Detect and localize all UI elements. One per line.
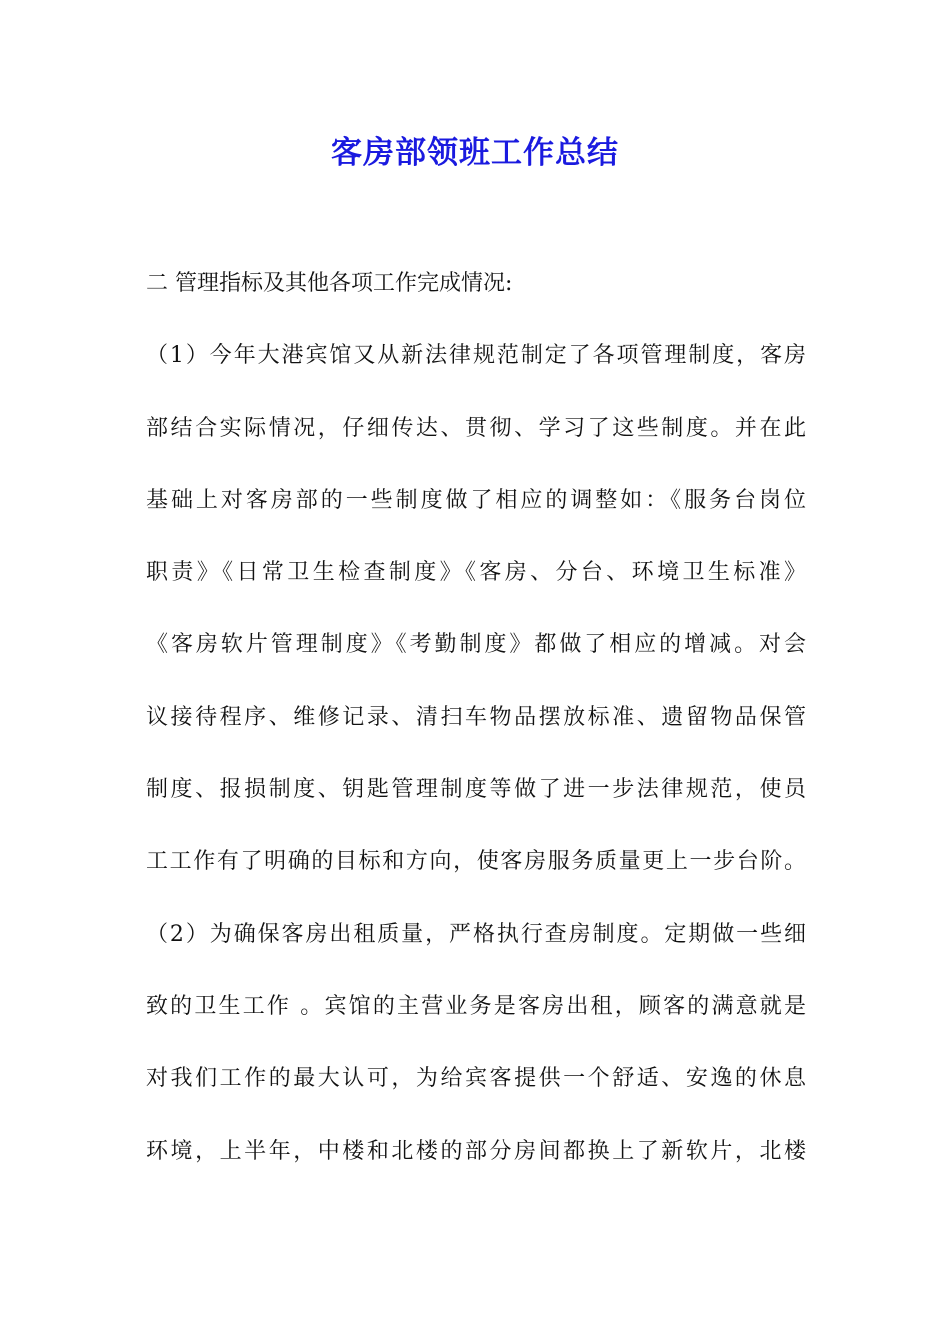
document-title: 客房部领班工作总结 [331,135,619,171]
body-line: 部结合实际情况，仔细传达、贯彻、学习了这些制度。并在此 [146,415,806,441]
document-body [146,257,806,1197]
body-line: 议接待程序、维修记录、清扫车物品摆放标准、遗留物品保管 [146,704,806,730]
body-line: 职责》《日常卫生检查制度》《客房、分台、环境卫生标准》 [146,560,806,586]
body-line: （2）为确保客房出租质量，严格执行查房制度。定期做一些细 [146,921,806,947]
body-line: 基础上对客房部的一些制度做了相应的调整如：《服务台岗位 [146,487,806,513]
body-line: 《客房软片管理制度》《考勤制度》都做了相应的增减。对会 [146,632,806,658]
body-line: 对我们工作的最大认可，为给宾客提供一个舒适、安逸的休息 [146,1066,806,1092]
body-line: 工工作有了明确的目标和方向，使客房服务质量更上一步台阶。 [146,849,806,875]
body-line: 二 管理指标及其他各项工作完成情况: [146,271,513,296]
body-line: 制度、报损制度、钥匙管理制度等做了进一步法律规范，使员 [146,777,806,803]
body-line: 致的卫生工作 。宾馆的主营业务是客房出租，顾客的满意就是 [146,993,806,1019]
body-line: （1）今年大港宾馆又从新法律规范制定了各项管理制度，客房 [146,343,806,369]
body-line: 环境，上半年，中楼和北楼的部分房间都换上了新软片，北楼 [146,1138,806,1164]
